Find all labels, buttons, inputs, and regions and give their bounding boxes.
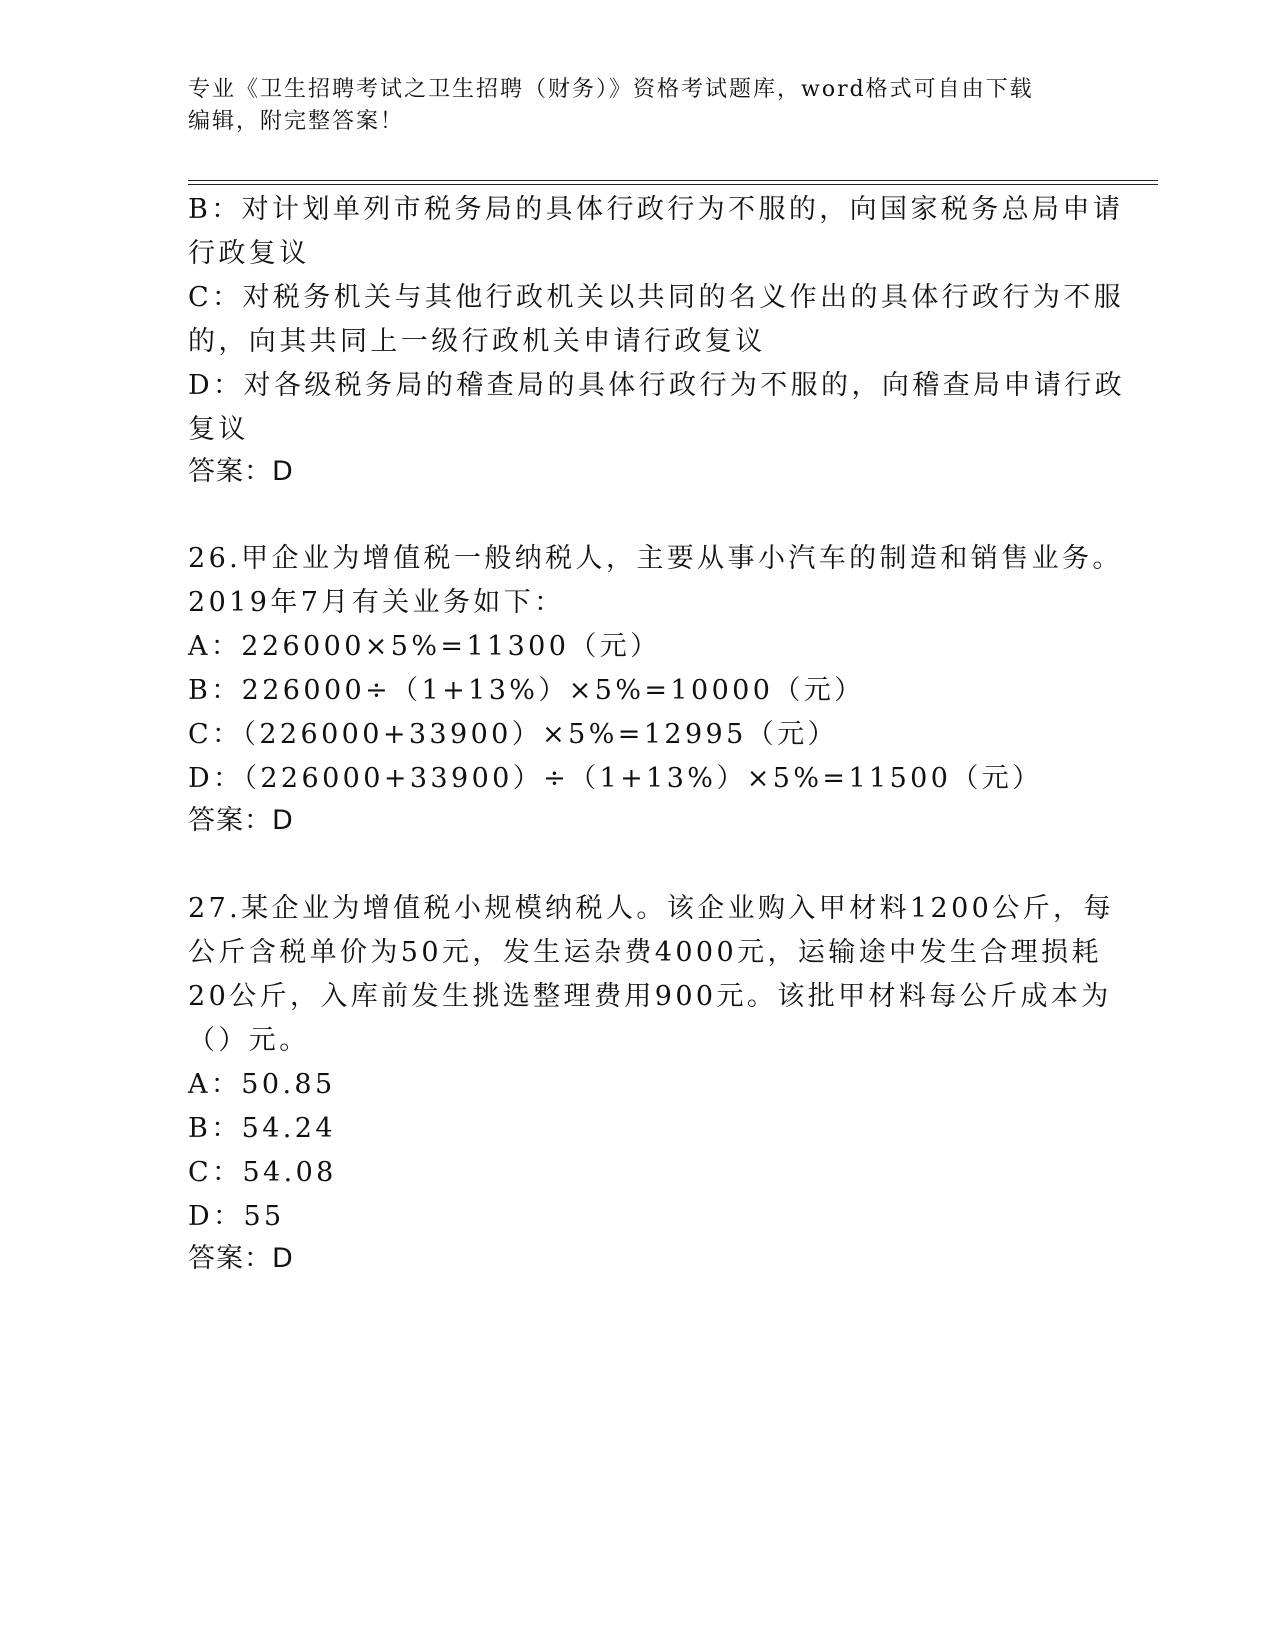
q26-answer: 答案：D: [188, 805, 294, 836]
q25-option-c-line-1: C：对税务机关与其他行政机关以共同的名义作出的具体行政行为不服: [188, 282, 1125, 313]
q27-option-d: D：55: [188, 1201, 285, 1232]
q27-option-c: C：54.08: [188, 1157, 337, 1188]
q25-option-b-line-2: 行政复议: [188, 238, 310, 269]
header-line-1: 专业《卫生招聘考试之卫生招聘（财务）》资格考试题库，word格式可自由下载: [188, 77, 1034, 102]
q27-option-b: B：54.24: [188, 1113, 336, 1144]
header-divider-bottom: [188, 184, 1158, 185]
q26-option-a: A：226000×5%=11300（元）: [188, 631, 661, 662]
page-header: [188, 74, 1068, 138]
q26-option-d: D：（226000+33900）÷（1+13%）×5%=11500（元）: [188, 763, 1043, 794]
q26-stem-line-1: 26.甲企业为增值税一般纳税人，主要从事小汽车的制造和销售业务。: [188, 543, 1123, 574]
q27-option-a: A：50.85: [188, 1069, 336, 1100]
q26-stem-line-2: 2019年7月有关业务如下：: [188, 587, 565, 618]
q25-option-d-line-2: 复议: [188, 414, 249, 445]
q26-option-b: B：226000÷（1+13%）×5%=10000（元）: [188, 675, 865, 706]
q25-option-b-line-1: B：对计划单列市税务局的具体行政行为不服的，向国家税务总局申请: [188, 194, 1124, 225]
q27-stem-line-4: （）元。: [188, 1025, 310, 1056]
q27-stem-line-3: 20公斤，入库前发生挑选整理费用900元。该批甲材料每公斤成本为: [188, 981, 1112, 1012]
header-line-2: 编辑，附完整答案！: [188, 109, 405, 134]
q25-answer: 答案：D: [188, 456, 294, 487]
q25-option-d-line-1: D：对各级税务局的稽查局的具体行政行为不服的，向稽查局申请行政: [188, 370, 1126, 401]
q26-option-c: C：（226000+33900）×5%=12995（元）: [188, 719, 838, 750]
q27-stem-line-1: 27.某企业为增值税小规模纳税人。该企业购入甲材料1200公斤，每: [188, 893, 1114, 924]
header-divider-top: [188, 180, 1158, 181]
q27-answer: 答案：D: [188, 1243, 294, 1274]
q27-stem-line-2: 公斤含税单价为50元，发生运杂费4000元，运输途中发生合理损耗: [188, 937, 1102, 968]
q25-option-c-line-2: 的，向其共同上一级行政机关申请行政复议: [188, 326, 766, 357]
